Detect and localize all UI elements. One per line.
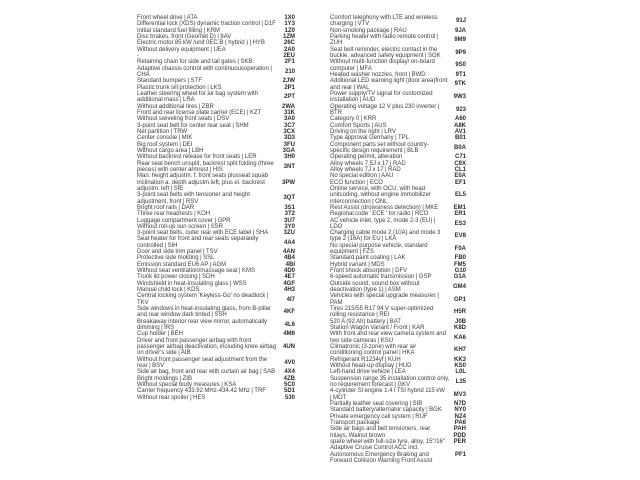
option-row bbox=[330, 186, 466, 205]
option-description: Additional LED warning light (door area)front and rear | WAL bbox=[330, 78, 448, 91]
option-code: J0B bbox=[454, 318, 466, 325]
option-code: 26C bbox=[283, 40, 295, 47]
option-description: Initial standard fuel filling | KRM bbox=[137, 27, 220, 34]
option-code: KA6 bbox=[453, 334, 466, 341]
option-row bbox=[330, 344, 466, 357]
option-description: Hybrid variant | MDS bbox=[330, 261, 385, 268]
option-code: FM5 bbox=[454, 261, 466, 268]
option-description: Partially leather seat covering | SIB bbox=[330, 401, 423, 408]
option-code: 4BI bbox=[285, 261, 295, 268]
option-description: Non-smoking package | RAU bbox=[330, 27, 407, 34]
equipment-column-left bbox=[137, 15, 295, 464]
option-code: B0A bbox=[453, 144, 466, 151]
option-code: 5C0 bbox=[283, 382, 295, 389]
option-row bbox=[330, 59, 466, 72]
option-description: Seat heater for front and rear seats separately controlled | SIH bbox=[137, 236, 259, 249]
option-description: Big roof system | DEI bbox=[137, 141, 193, 148]
option-code: 4I7 bbox=[286, 296, 295, 303]
option-description: Disc brakes, front (Geomet D) | 8AV bbox=[137, 33, 232, 40]
option-description: Adaptive chassis control with continuousoperation | CHA bbox=[137, 65, 272, 78]
option-description: 3-point seat belt for center rear seat | SHM bbox=[137, 122, 249, 129]
option-row bbox=[330, 293, 466, 306]
option-description: No special purpose vehicle, standard equipment | FZS bbox=[330, 242, 428, 256]
option-description: Without head-up display | HUD bbox=[330, 363, 412, 370]
option-code: 2P1 bbox=[284, 84, 295, 91]
option-description: Luggage compartment cover | GPR bbox=[137, 217, 231, 224]
option-description: Seat belt reminder, electric contact in the buckle, advanced safety equipment | SGK bbox=[330, 46, 441, 59]
option-code: 4AN bbox=[282, 249, 295, 256]
option-description: Trunk lid power closing | SDH bbox=[137, 274, 215, 281]
option-description: Comfort telephony with LTE and wireless charging | VTV bbox=[330, 15, 438, 28]
option-description: Rest Assist (drowsiness detection) | MKE bbox=[330, 204, 439, 211]
option-description: Climatronic (3-zone) with rear air conditioning control panel | HKA bbox=[330, 344, 417, 357]
option-description: Driving on the right | LRV bbox=[330, 128, 396, 135]
option-code: 3A0 bbox=[283, 116, 295, 123]
option-description: Heated washer nozzles, front | BWD bbox=[330, 71, 426, 78]
option-code: 3CX bbox=[283, 128, 295, 135]
option-code: C9X bbox=[454, 160, 466, 167]
option-description: Differential lock (XDS) dynamic traction control | D1F bbox=[137, 21, 276, 28]
option-description: Front shock absorption | DFV bbox=[330, 268, 408, 275]
option-code: 9T1 bbox=[455, 71, 466, 78]
option-row bbox=[330, 243, 466, 256]
option-description: Side windows in heat-insulating glass, from B-pillar and rear window dark tinted | SSH bbox=[137, 306, 271, 319]
option-code: 4H3 bbox=[283, 287, 295, 294]
option-code: 530 bbox=[284, 394, 295, 401]
option-row bbox=[330, 15, 466, 28]
option-row bbox=[330, 306, 466, 319]
option-description: ECO function | ECO bbox=[330, 179, 383, 186]
option-description: Retaining chain for side and tail gates | SKB bbox=[137, 59, 253, 66]
option-code: NZ4 bbox=[454, 413, 466, 420]
option-code: KH7 bbox=[453, 347, 466, 354]
option-code: G10 bbox=[454, 268, 466, 275]
option-description: Refrigerant R1234yf | KUH bbox=[330, 356, 401, 363]
option-description: Type approval Germany | TPL bbox=[330, 135, 410, 142]
option-description: Standard paint coating | LAK bbox=[330, 255, 406, 262]
option-description: Three rear headrests | KOH bbox=[137, 211, 211, 218]
option-code: FB0 bbox=[454, 255, 466, 262]
option-code: 9W3 bbox=[453, 94, 466, 101]
option-code: 9JA bbox=[454, 27, 466, 34]
option-code: 3GA bbox=[282, 147, 295, 154]
option-code: 2EU bbox=[283, 52, 295, 59]
option-code: 3U7 bbox=[283, 217, 295, 224]
option-description: Without backrest release for front seats | LER bbox=[137, 154, 257, 161]
option-row bbox=[330, 91, 466, 104]
option-code: PAH bbox=[453, 426, 466, 433]
option-code: 3H0 bbox=[283, 154, 295, 161]
option-code: 4KF bbox=[283, 309, 295, 316]
option-description: Cup holder | BEH bbox=[137, 331, 183, 338]
option-code: C71 bbox=[454, 154, 466, 161]
option-code: L0L bbox=[455, 369, 466, 376]
option-code: MV3 bbox=[453, 391, 466, 398]
option-code: EF1 bbox=[454, 179, 466, 186]
option-row bbox=[330, 281, 466, 294]
option-description: AC vehicle inlet, type 2, mode 2-3 (EU) | LDO bbox=[330, 217, 436, 230]
option-code: ER1 bbox=[454, 211, 466, 218]
option-description: 3-point seat belts, outer rear with ECE label | SHA bbox=[137, 230, 269, 237]
option-description: Central locking system 'Keyless-Go' no deadlock | TKV bbox=[137, 293, 269, 306]
option-code: 91J bbox=[455, 18, 466, 25]
option-code: ES3 bbox=[454, 220, 466, 227]
option-code: KK3 bbox=[453, 356, 466, 363]
option-description: Carrier frequency 433.92 MHz-434.42 Mhz | TRF bbox=[137, 388, 266, 395]
option-description: Outside sound, sound box without deactivation (type 1) | ASM bbox=[330, 280, 420, 294]
option-code: G1A bbox=[453, 274, 466, 281]
option-description: Online service, with OCU, with head unitcoding, without engine immobilizer interconnection | ONL bbox=[330, 185, 431, 205]
option-code: 923 bbox=[455, 106, 466, 113]
option-description: Bright moldings | ZIB bbox=[137, 375, 192, 382]
option-description: Without swiveling front seats | DSV bbox=[137, 116, 230, 123]
option-description: Bright roof rails | DAR bbox=[137, 204, 195, 211]
option-description: Door and side trim panel | TSV bbox=[137, 249, 218, 256]
option-row bbox=[330, 34, 466, 47]
option-description: Without seat ventilation/massage seat | KMS bbox=[137, 268, 255, 275]
option-code: L35 bbox=[455, 378, 466, 385]
option-code: 2WA bbox=[281, 103, 295, 110]
option-description: Leather steering wheel for air bag system with additional mass | LRA bbox=[137, 90, 258, 104]
option-code: 4X4 bbox=[284, 369, 295, 376]
option-code: 9S0 bbox=[455, 62, 466, 69]
option-code: EL5 bbox=[454, 192, 466, 199]
option-description: Protective side molding | SSL bbox=[137, 255, 215, 262]
option-description: Without front passenger seat adjustment from the rear | BSV bbox=[137, 356, 268, 370]
option-description: Breakaway interior rear view mirror, automatically dimming | IRS bbox=[137, 318, 268, 332]
option-code: 31K bbox=[283, 109, 295, 116]
option-code: PER bbox=[453, 438, 466, 445]
option-description: Standard battery/alternator capacity | BGK bbox=[330, 407, 442, 414]
option-code: CL1 bbox=[454, 166, 466, 173]
option-code: 4A4 bbox=[283, 239, 295, 246]
option-description: Windshield in heat-insulating glass | WSS bbox=[137, 280, 247, 287]
equipment-columns bbox=[137, 15, 640, 464]
option-description: spare wheel with full-size tyre, alloy, 15"/16" bbox=[330, 438, 446, 445]
option-description: Side air bag, front and rear with curtain air bag | SAB bbox=[137, 369, 276, 376]
option-description: Charging cable mode 2 (10A) and mode 3 type 2 (16A) for EU | LKA bbox=[330, 230, 441, 243]
option-description: Suspension range 35 installation control only, no requirement forecast | GKV bbox=[330, 375, 450, 389]
option-code: 210 bbox=[284, 68, 295, 75]
option-row bbox=[137, 66, 295, 79]
option-code: 4D0 bbox=[283, 268, 295, 275]
option-code: 1X0 bbox=[284, 15, 295, 21]
option-description: Tires 215/55 R17 94 V super-optimized rolling resistance | REI bbox=[330, 306, 434, 319]
option-description: Electric motor 85 kW /unit 0EC.B ( hybrid ) | HYB bbox=[137, 40, 265, 47]
option-code: 4B4 bbox=[283, 255, 295, 262]
option-row bbox=[137, 395, 295, 401]
option-description: Without multi-function display/ on-board computer | MFA bbox=[330, 59, 435, 72]
option-row bbox=[137, 319, 295, 332]
option-description: Without delivery equipment | UEA bbox=[137, 46, 226, 53]
option-description: 3-point seat belts with tensioner and height adjustment, front | RSV bbox=[137, 192, 250, 205]
option-description: Front wheel drive | ATA bbox=[137, 15, 198, 21]
option-code: 1Y3 bbox=[284, 21, 295, 28]
option-description: Parking heater with radio remote control | ZUH bbox=[330, 33, 439, 47]
option-code: 3ZU bbox=[283, 230, 295, 237]
option-row bbox=[137, 293, 295, 306]
option-description: - bbox=[137, 52, 139, 59]
option-code: 2A0 bbox=[283, 46, 295, 53]
option-code: F0A bbox=[454, 245, 466, 252]
option-description: 520 A (92 Ah) battery | BAT bbox=[330, 318, 401, 325]
option-description: No special edition | AAU bbox=[330, 173, 394, 180]
option-code: 3S1 bbox=[284, 204, 295, 211]
option-code: PA6 bbox=[454, 420, 466, 426]
option-description: Private emergency call system | RUF bbox=[330, 413, 428, 420]
option-code: GP1 bbox=[453, 296, 466, 303]
option-row bbox=[137, 236, 295, 249]
option-description: Without rear spoiler | HES bbox=[137, 394, 206, 401]
option-row bbox=[330, 142, 466, 155]
option-description: 6-speed automatic transmission | GSP bbox=[330, 274, 432, 281]
option-description: Alloy wheels 7.5J x 17 | RAD bbox=[330, 160, 406, 167]
option-description: Plastic trunk sill protection | LKS bbox=[137, 84, 222, 91]
option-code: NY0 bbox=[454, 407, 466, 414]
option-code: 4UN bbox=[282, 344, 295, 351]
option-code: 2PT bbox=[283, 94, 295, 101]
option-code: 1Z0 bbox=[284, 27, 295, 34]
option-row bbox=[330, 78, 466, 91]
option-description: Regional code ' ECE ' for radio | RCO bbox=[330, 211, 429, 218]
option-code: 3D3 bbox=[283, 135, 295, 142]
option-code: PF1 bbox=[454, 451, 466, 458]
option-description: Comfort Sports | AUS bbox=[330, 122, 387, 129]
option-row bbox=[330, 331, 466, 344]
option-description: With front and rear view camera system and two side cameras | KSU bbox=[330, 331, 446, 344]
option-code: 3Y0 bbox=[284, 223, 295, 230]
option-description: Front and rear license plate carrier (ECE) | KZT bbox=[137, 109, 262, 116]
option-description: Without additional tires | ZBR bbox=[137, 103, 214, 110]
option-code: 3QT bbox=[283, 195, 295, 202]
option-description: Side air bags and belt tensioners, rear bbox=[330, 426, 431, 433]
option-code: E0A bbox=[454, 173, 466, 180]
option-row bbox=[137, 173, 295, 192]
option-code: 4L6 bbox=[284, 321, 295, 328]
option-code: H5R bbox=[453, 309, 466, 316]
option-row bbox=[137, 192, 295, 205]
option-code: 9P9 bbox=[455, 49, 466, 56]
option-description: Without roll-up sun screen | SSR bbox=[137, 223, 223, 230]
option-code: KS0 bbox=[454, 363, 466, 370]
option-code: AV1 bbox=[454, 128, 466, 135]
option-description: Alloy wheels 7J x 17 | RAD bbox=[330, 166, 401, 173]
option-code: 9M9 bbox=[454, 37, 466, 44]
option-code: 2JW bbox=[282, 78, 295, 85]
option-code: A8K bbox=[453, 122, 466, 129]
option-description: Without cargo area | LBH bbox=[137, 147, 204, 154]
option-row bbox=[330, 445, 466, 464]
option-description: Emission standard EU6 AP | AGM bbox=[137, 261, 227, 268]
option-description: Rear seat bench unsplit, backrest split folding (three pieces) with center armrest | HIS bbox=[137, 160, 274, 173]
option-code: N7D bbox=[453, 401, 466, 408]
option-row bbox=[137, 161, 295, 174]
option-row bbox=[330, 218, 466, 231]
option-code: 3T2 bbox=[284, 211, 295, 218]
equipment-column-right bbox=[330, 15, 466, 464]
option-description: Man. height adjustm. f. front seats plusseat squab inclination a. depth adjustm.left, plus el. backrest adjustm. left | SIE bbox=[137, 173, 269, 192]
option-description: Vehicles with special upgrade measures | PAM bbox=[330, 293, 439, 306]
option-code: 4M6 bbox=[283, 331, 295, 338]
option-description: Adaptive Cruise Control ACC incl. Autonomous Emergency Braking and Forward Collision Warning Front Assist bbox=[330, 445, 433, 464]
option-description: Inlays, Walnut brown bbox=[330, 432, 386, 439]
option-description: Left-hand drive vehicle | LEA bbox=[330, 369, 406, 376]
option-code: 4E7 bbox=[284, 274, 295, 281]
option-code: 4V0 bbox=[284, 359, 295, 366]
option-row bbox=[137, 91, 295, 104]
option-code: 1ZM bbox=[283, 33, 295, 40]
option-code: EV8 bbox=[454, 233, 466, 240]
option-code: 9TK bbox=[454, 81, 466, 88]
option-code: EM1 bbox=[453, 204, 466, 211]
option-row bbox=[330, 47, 466, 60]
option-code: 2F1 bbox=[284, 59, 295, 66]
option-description: Driver and front passenger airbag with front passenger airbag deactivation, including knee airbag on driver's side | AIB bbox=[137, 337, 277, 357]
option-code: 3FU bbox=[283, 141, 295, 148]
option-code: K8D bbox=[453, 325, 466, 332]
option-description: Component parts set without country-specific design requirement | BLB bbox=[330, 141, 429, 154]
option-row bbox=[137, 306, 295, 319]
option-description: Operating voltage 12 V plus 230 inverter | BTR bbox=[330, 103, 440, 116]
option-description: Without special body measures | KSA bbox=[137, 382, 237, 389]
option-description: Standard bumpers | STF bbox=[137, 78, 202, 85]
option-code: 5D1 bbox=[283, 388, 295, 395]
option-code: 3PW bbox=[281, 179, 295, 186]
option-row bbox=[137, 338, 295, 357]
option-row bbox=[330, 104, 466, 117]
option-row bbox=[330, 230, 466, 243]
option-row bbox=[330, 388, 466, 401]
option-description: 4-cylinder SI engine 1.4 l TSI hybrid 115 kW | MOT bbox=[330, 388, 445, 401]
option-row bbox=[137, 357, 295, 370]
option-description: Operating permit, alteration bbox=[330, 154, 403, 161]
option-code: GM4 bbox=[452, 283, 466, 290]
option-description: Center console | MIK bbox=[137, 135, 193, 142]
option-code: 4ZB bbox=[283, 375, 295, 382]
option-description: Power supply/TV signal for customized installation | AUD bbox=[330, 90, 433, 104]
option-description: Transport package bbox=[330, 420, 380, 426]
option-description: Manual child lock | KDS bbox=[137, 287, 200, 294]
option-code: 3C7 bbox=[283, 122, 295, 129]
option-code: PDD bbox=[453, 432, 466, 439]
option-code: 4GF bbox=[283, 280, 295, 287]
option-code: B01 bbox=[454, 135, 466, 142]
option-description: Category 0 | KRR bbox=[330, 116, 377, 123]
option-description: Station Wagon Variant / Front | KAR bbox=[330, 325, 425, 332]
option-code: 3NT bbox=[283, 163, 295, 170]
option-code: A60 bbox=[454, 116, 466, 123]
option-description: Net partition | TRW bbox=[137, 128, 188, 135]
option-row bbox=[330, 376, 466, 389]
